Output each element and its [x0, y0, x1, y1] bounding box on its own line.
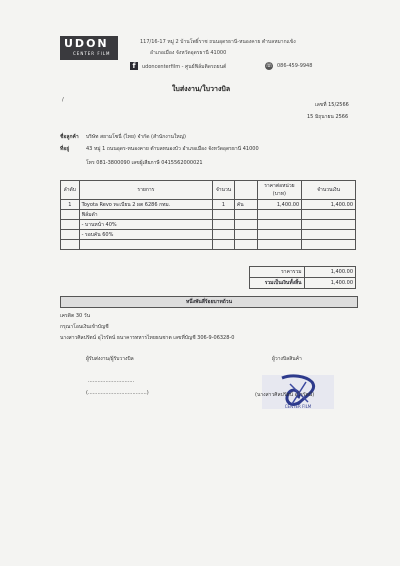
row-qty: [213, 240, 235, 250]
row-price: [257, 210, 302, 220]
row-desc: Toyota Revo ทะเบียน 2 ผต 6286 กทม.: [79, 200, 213, 210]
table-row: [61, 200, 356, 210]
customer-name-label: ชื่อลูกค้า: [60, 134, 79, 140]
total-label: ราคารวม: [250, 267, 304, 278]
row-no: [61, 240, 80, 250]
customer-name: บริษัท สยามโซนี่ (ไทย) จำกัด (สำนักงานใหญ่): [86, 134, 186, 140]
company-phone: 086-459-9948: [277, 63, 313, 69]
issuer-name-line: (นางสาวศิลปรัตน์ อุไรรัตน์): [255, 392, 315, 398]
row-desc: ฟิล์มดำ: [79, 210, 213, 220]
customer-tel: โทร 081-3800090 เลขผู้เสียภาษี 0415562000021: [86, 160, 203, 166]
items-table: [60, 180, 356, 250]
customer-addr-label: ที่อยู่: [60, 146, 70, 152]
row-desc: - รอบคัน 60%: [79, 230, 213, 240]
company-logo: [60, 36, 118, 60]
row-unit: [234, 230, 257, 240]
table-row: [61, 210, 356, 220]
grand-total-value: 1,400.00: [304, 278, 355, 289]
row-desc: - บานหน้า 40%: [79, 220, 213, 230]
bank-account: นางสาวศิลปรัตน์ อุไรรัตน์ ธนาคารทหารไทยธนชาต เลขที่บัญชี 306-9-06328-0: [60, 335, 235, 341]
total-row: [60, 267, 356, 278]
table-row: [61, 230, 356, 240]
grand-total-row: [60, 278, 356, 289]
receiver-name-line: (.....................................): [86, 390, 149, 396]
row-price: 1,400.00: [257, 200, 302, 210]
row-qty: [213, 210, 235, 220]
row-price: [257, 240, 302, 250]
issuer-title: ผู้วางบิลสินค้า: [272, 356, 302, 362]
facebook-icon: f: [130, 62, 138, 70]
company-address-2: อำเภอเมือง จังหวัดอุดรธานี 41000: [150, 50, 227, 56]
row-no: 1: [61, 200, 80, 210]
row-price: [257, 220, 302, 230]
row-unit: [234, 240, 257, 250]
doc-number: เลขที่ 15/2566: [315, 102, 349, 108]
table-row: [61, 240, 356, 250]
phone-icon: ☏: [265, 62, 273, 69]
header-unit: [234, 181, 257, 200]
row-price: [257, 230, 302, 240]
row-unit: [234, 210, 257, 220]
row-qty: [213, 230, 235, 240]
receiver-title: ผู้รับส่งงาน/ผู้รับวางบิล: [86, 356, 134, 362]
header-desc: รายการ: [79, 181, 213, 200]
total-value: 1,400.00: [304, 267, 355, 278]
logo-sub: CENTER FILM: [73, 51, 111, 56]
row-amount: [302, 230, 356, 240]
stamp-text: CENTER FILM: [284, 404, 312, 409]
row-amount: [302, 210, 356, 220]
row-unit: [234, 220, 257, 230]
amount-in-words: หนึ่งพันสี่ร้อยบาทถ้วน: [60, 296, 358, 308]
totals-table: [60, 266, 356, 289]
header-price: ราคาต่อหน่วย (บาท): [257, 181, 302, 200]
company-facebook: udoncenterfilm - ศูนย์ฟิล์มติดรถยนต์: [142, 64, 227, 70]
credit-terms: เครดิต 30 วัน: [60, 313, 90, 319]
header-no: ลำดับ: [61, 181, 80, 200]
payment-instruction: กรุณาโอนเงินเข้าบัญชี: [60, 324, 109, 330]
header-amount: จำนวนเงิน: [302, 181, 356, 200]
row-unit: คัน: [234, 200, 257, 210]
header-qty: จำนวน: [213, 181, 235, 200]
row-amount: 1,400.00: [302, 200, 356, 210]
customer-address: 43 หมู่ 1 ถนนอุดร-หนองคาย ตำบลหนองบัว อำเภอเมือง จังหวัดอุดรธานี 41000: [86, 146, 259, 152]
row-qty: [213, 220, 235, 230]
doc-title: ใบส่งงาน/ใบวางบิล: [172, 85, 231, 93]
row-amount: [302, 220, 356, 230]
row-qty: 1: [213, 200, 235, 210]
company-address-1: 117/16-17 หมู่ 2 บ้านโพธิ์ราช ถนนอุดรธานี-หนองคาย ตำบลหมากแข้ง: [140, 39, 296, 45]
row-no: [61, 210, 80, 220]
doc-mark: /: [62, 97, 64, 103]
grand-total-label: รวมเป็นเงินทั้งสิ้น: [250, 278, 304, 289]
table-row: [61, 220, 356, 230]
row-no: [61, 230, 80, 240]
table-header: [61, 181, 356, 200]
row-no: [61, 220, 80, 230]
logo-text: UDON: [64, 37, 109, 50]
row-amount: [302, 240, 356, 250]
receiver-signature-line: .............................: [88, 378, 135, 384]
doc-date: 15 มิถุนายน 2566: [307, 114, 349, 120]
row-desc: [79, 240, 213, 250]
